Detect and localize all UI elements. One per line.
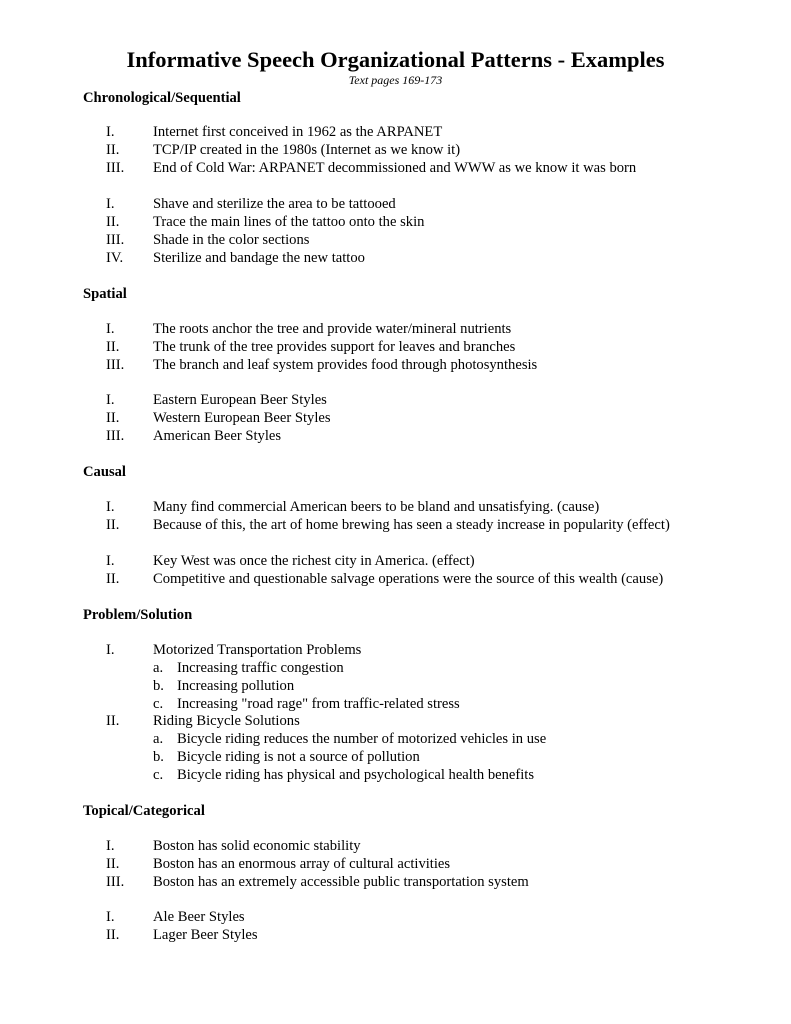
section-heading-causal: Causal xyxy=(83,464,126,480)
outline-subtext: Bicycle riding has physical and psychological health benefits xyxy=(177,767,535,783)
outline-numeral: I. xyxy=(106,553,115,569)
section-heading-spatial: Spatial xyxy=(83,286,127,302)
outline-subtext: Bicycle riding is not a source of pollution xyxy=(177,749,420,765)
outline-letter: a. xyxy=(153,660,164,676)
outline-numeral: II. xyxy=(106,856,120,872)
section-heading-chronological: Chronological/Sequential xyxy=(83,90,241,106)
outline-text: Shave and sterilize the area to be tattooed xyxy=(153,196,396,212)
outline-subtext: Increasing pollution xyxy=(177,678,295,694)
outline-letter: c. xyxy=(153,767,164,783)
outline-text: Shade in the color sections xyxy=(153,232,310,248)
outline-numeral: III. xyxy=(106,428,125,444)
outline-numeral: I. xyxy=(106,838,115,854)
outline-letter: b. xyxy=(153,749,164,765)
outline-numeral: III. xyxy=(106,160,125,176)
outline-text: Boston has solid economic stability xyxy=(153,838,361,854)
outline-numeral: III. xyxy=(106,232,125,248)
outline-numeral: I. xyxy=(106,499,115,515)
outline-numeral: IV. xyxy=(106,250,124,266)
outline-text: Internet first conceived in 1962 as the ARPANET xyxy=(153,124,443,140)
outline-text: Motorized Transportation Problems xyxy=(153,642,362,658)
outline-text: The branch and leaf system provides food through photosynthesis xyxy=(153,357,538,373)
outline-text: TCP/IP created in the 1980s (Internet as we know it) xyxy=(153,142,461,158)
outline-text: Eastern European Beer Styles xyxy=(153,392,327,408)
outline-numeral: I. xyxy=(106,124,115,140)
outline-subtext: Bicycle riding reduces the number of motorized vehicles in use xyxy=(177,731,547,747)
outline-text: Many find commercial American beers to be bland and unsatisfying. (cause) xyxy=(153,499,600,515)
outline-letter: a. xyxy=(153,731,164,747)
outline-numeral: I. xyxy=(106,321,115,337)
outline-text: Boston has an extremely accessible public transportation system xyxy=(153,874,529,890)
outline-numeral: I. xyxy=(106,196,115,212)
section-heading-topical-categorical: Topical/Categorical xyxy=(83,803,205,819)
outline-numeral: I. xyxy=(106,909,115,925)
outline-numeral: II. xyxy=(106,410,120,426)
outline-text: The trunk of the tree provides support for leaves and branches xyxy=(153,339,516,355)
outline-text: Competitive and questionable salvage operations were the source of this wealth (cause) xyxy=(153,571,664,587)
outline-numeral: II. xyxy=(106,339,120,355)
outline-text: Western European Beer Styles xyxy=(153,410,331,426)
outline-numeral: II. xyxy=(106,142,120,158)
outline-text: Ale Beer Styles xyxy=(153,909,245,925)
outline-numeral: III. xyxy=(106,874,125,890)
outline-text: Key West was once the richest city in America. (effect) xyxy=(153,553,475,569)
outline-text: Boston has an enormous array of cultural activities xyxy=(153,856,451,872)
outline-numeral: II. xyxy=(106,517,120,533)
outline-text: The roots anchor the tree and provide water/mineral nutrients xyxy=(153,321,512,337)
outline-numeral: I. xyxy=(106,642,115,658)
outline-numeral: I. xyxy=(106,392,115,408)
outline-text: Sterilize and bandage the new tattoo xyxy=(153,250,365,266)
outline-letter: b. xyxy=(153,678,164,694)
outline-numeral: II. xyxy=(106,571,120,587)
outline-text: Because of this, the art of home brewing has seen a steady increase in popularity (effect) xyxy=(153,517,670,533)
outline-text: Riding Bicycle Solutions xyxy=(153,713,300,729)
outline-letter: c. xyxy=(153,696,164,712)
outline-text: Trace the main lines of the tattoo onto the skin xyxy=(153,214,425,230)
outline-text: American Beer Styles xyxy=(153,428,282,444)
document-title: Informative Speech Organizational Patterns - Examples xyxy=(126,47,665,72)
outline-numeral: II. xyxy=(106,927,120,943)
outline-subtext: Increasing "road rage" from traffic-related stress xyxy=(177,696,460,712)
section-heading-problem-solution: Problem/Solution xyxy=(83,607,193,623)
document-subtitle: Text pages 169-173 xyxy=(348,73,443,87)
outline-numeral: II. xyxy=(106,214,120,230)
outline-numeral: III. xyxy=(106,357,125,373)
outline-numeral: II. xyxy=(106,713,120,729)
outline-subtext: Increasing traffic congestion xyxy=(177,660,344,676)
outline-text: End of Cold War: ARPANET decommissioned and WWW as we know it was born xyxy=(153,160,637,176)
outline-text: Lager Beer Styles xyxy=(153,927,258,943)
